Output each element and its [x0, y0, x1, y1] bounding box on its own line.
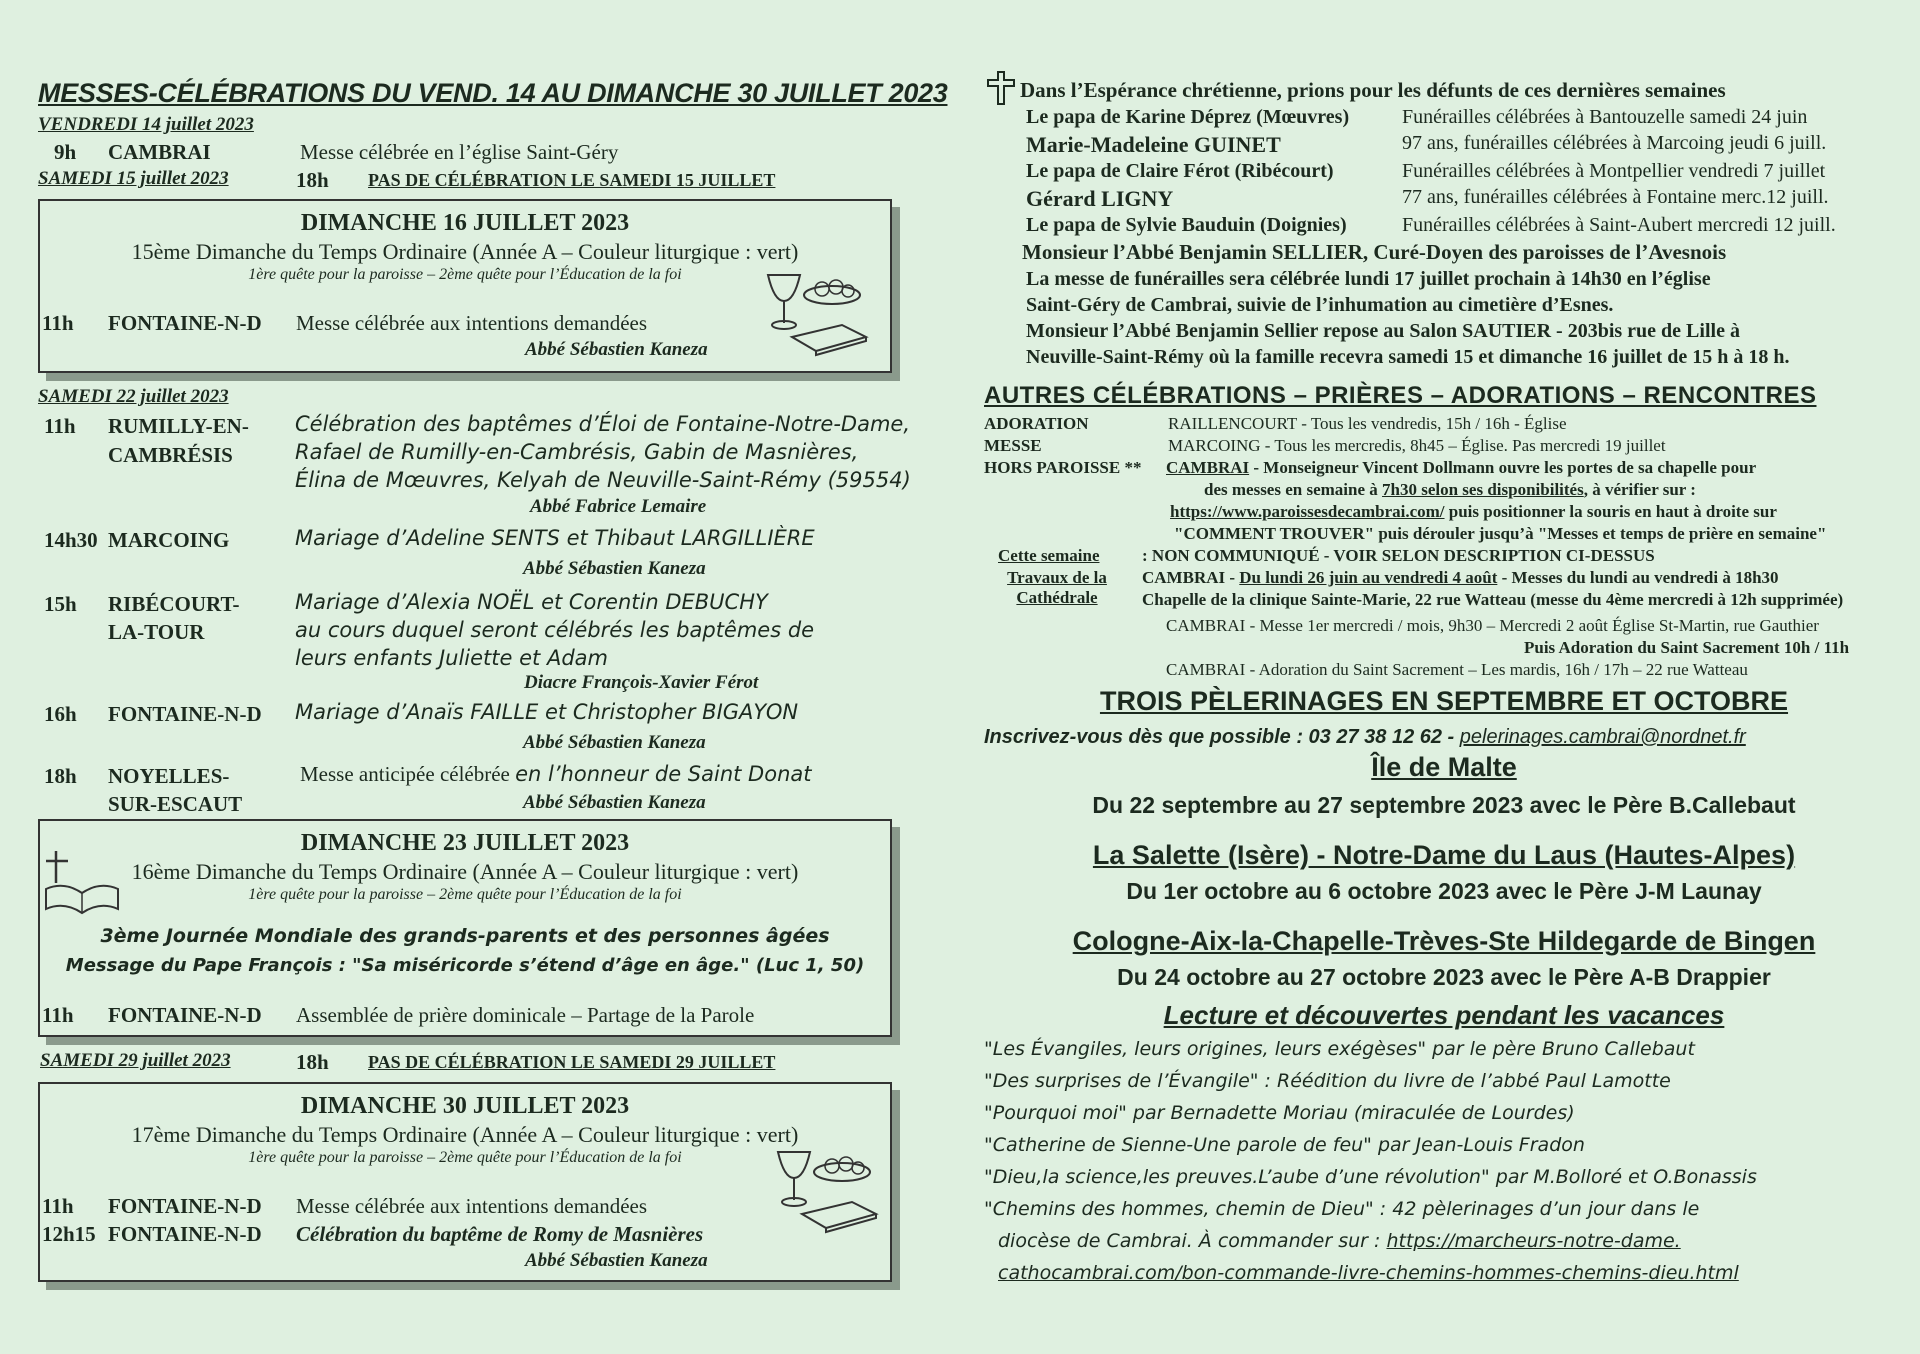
sunday-16-box	[38, 199, 892, 373]
text-part: Du lundi 26 juin au vendredi 4 août	[1239, 568, 1498, 587]
time: 16h	[44, 702, 77, 726]
hors-text	[1166, 458, 1756, 478]
adoration-text: RAILLENCOURT - Tous les vendredis, 15h / 16h - Église	[1168, 414, 1567, 433]
time: 14h30	[44, 528, 98, 552]
defunt-info: 97 ans, funérailles célébrées à Marcoing jeudi 6 juill.	[1402, 132, 1827, 154]
date-sat22: SAMEDI 22 juillet 2023	[38, 386, 229, 407]
box-subtitle: 15ème Dimanche du Temps Ordinaire (Année A – Couleur liturgique : vert)	[131, 239, 799, 264]
hors-line	[1170, 502, 1777, 522]
sunday-23-box	[38, 819, 892, 1037]
place: RUMILLY-EN-	[108, 414, 249, 438]
description: Messe célébrée en l’église Saint-Géry	[300, 140, 619, 164]
place: NOYELLES-	[108, 764, 230, 788]
order-link[interactable]: https://marcheurs-notre-dame.	[1386, 1230, 1681, 1252]
text-part: des messes en semaine à	[1204, 480, 1383, 499]
box-heading: DIMANCHE 23 JUILLET 2023	[300, 830, 630, 856]
abbe-text: Neuville-Saint-Rémy où la famille recevra samedi 15 et dimanche 16 juillet de 15 h à 18 h.	[1026, 346, 1790, 368]
place: FONTAINE-N-D	[108, 1194, 262, 1218]
sunday-30-box	[38, 1082, 892, 1282]
quete-note: 1ère quête pour la paroisse – 2ème quête pour l’Éducation de la foi	[248, 1149, 682, 1166]
place: SUR-ESCAUT	[108, 792, 243, 816]
defunt-info: Funérailles célébrées à Bantouzelle samedi 24 juin	[1402, 106, 1808, 128]
description: Messe célébrée aux intentions demandées	[296, 1194, 648, 1218]
chalice-bread-book-icon	[772, 1144, 882, 1234]
defunt-name: Le papa de Claire Férot (Ribécourt)	[1026, 160, 1334, 182]
time: 9h	[54, 140, 77, 164]
text-part: , à vérifier sur :	[1583, 480, 1696, 499]
description: Mariage d’Anaïs FAILLE et Christopher BIGAYON	[295, 700, 799, 724]
defunts-heading: Dans l’Espérance chrétienne, prions pour les défunts de ces dernières semaines	[1020, 78, 1726, 102]
label-adoration: ADORATION	[984, 414, 1089, 433]
cross-icon	[984, 70, 1018, 106]
box-subtitle: 17ème Dimanche du Temps Ordinaire (Année A – Couleur liturgique : vert)	[131, 1122, 799, 1147]
place: FONTAINE-N-D	[108, 1222, 262, 1246]
label-hors-paroisse: HORS PAROISSE **	[984, 458, 1142, 477]
label-cathedrale: Cathédrale	[1016, 588, 1098, 607]
pelerinage-dates: Du 22 septembre au 27 septembre 2023 avec le Père B.Callebaut	[1092, 792, 1796, 818]
defunt-info: Funérailles célébrées à Montpellier vendredi 7 juillet	[1402, 160, 1826, 182]
description: leurs enfants Juliette et Adam	[295, 646, 608, 670]
paroisses-link[interactable]: https://www.paroissesdecambrai.com/	[1170, 502, 1445, 521]
quete-note: 1ère quête pour la paroisse – 2ème quête pour l’Éducation de la foi	[248, 886, 682, 903]
inscription	[984, 726, 1746, 749]
box-heading: DIMANCHE 30 JUILLET 2023	[300, 1093, 630, 1119]
autres-heading: AUTRES CÉLÉBRATIONS – PRIÈRES – ADORATIONS – RENCONTRES	[984, 382, 1817, 409]
book-item: "Des surprises de l’Évangile" : Réédition du livre de l’abbé Paul Lamotte	[984, 1070, 1671, 1092]
defunt-info: 77 ans, funérailles célébrées à Fontaine merc.12 juill.	[1402, 186, 1829, 208]
time: 15h	[44, 592, 77, 616]
label-travaux: Travaux de la	[1007, 568, 1107, 587]
messe-mensuelle: CAMBRAI - Messe 1er mercredi / mois, 9h30 – Mercredi 2 août Église St-Martin, rue Gauthier	[1166, 616, 1819, 635]
box-heading: DIMANCHE 16 JUILLET 2023	[300, 210, 630, 236]
book-item: "Pourquoi moi" par Bernadette Moriau (miraculée de Lourdes)	[984, 1102, 1575, 1124]
time: 18h	[296, 168, 329, 192]
priest: Abbé Sébastien Kaneza	[525, 339, 708, 360]
hors-line: "COMMENT TROUVER" puis dérouler jusqu’à "Messes et temps de prière en semaine"	[1174, 524, 1827, 543]
priest: Diacre François-Xavier Férot	[524, 672, 759, 693]
right-column	[984, 0, 1904, 1354]
book-item: "Chemins des hommes, chemin de Dieu" : 42 pèlerinages d’un jour dans le	[984, 1198, 1700, 1220]
text-part: - Messes du lundi au vendredi à 18h30	[1497, 568, 1779, 587]
time: 18h	[296, 1050, 329, 1074]
book-item: "Les Évangiles, leurs origines, leurs exégèses" par le père Bruno Callebaut	[984, 1038, 1695, 1060]
priest: Abbé Sébastien Kaneza	[523, 732, 706, 753]
place: FONTAINE-N-D	[108, 702, 262, 726]
text-part: puis positionner la souris en haut à droite sur	[1444, 502, 1777, 521]
text-part: CAMBRAI -	[1142, 568, 1240, 587]
place: FONTAINE-N-D	[108, 311, 262, 335]
place: CAMBRÉSIS	[108, 443, 233, 467]
description: Mariage d’Alexia NOËL et Corentin DEBUCHY	[295, 590, 768, 614]
no-celebration: PAS DE CÉLÉBRATION LE SAMEDI 29 JUILLET	[368, 1052, 776, 1072]
semaine-text: : NON COMMUNIQUÉ - VOIR SELON DESCRIPTION CI-DESSUS	[1142, 546, 1655, 565]
priest: Abbé Fabrice Lemaire	[530, 496, 707, 517]
place: FONTAINE-N-D	[108, 1003, 262, 1027]
quete-note: 1ère quête pour la paroisse – 2ème quête pour l’Éducation de la foi	[248, 266, 682, 283]
left-column	[38, 0, 948, 1354]
text-part: diocèse de Cambrai. À commander sur :	[998, 1230, 1387, 1252]
place: MARCOING	[108, 528, 230, 552]
description: Assemblée de prière dominicale – Partage de la Parole	[296, 1003, 755, 1027]
box-subtitle: 16ème Dimanche du Temps Ordinaire (Année A – Couleur liturgique : vert)	[131, 859, 799, 884]
email-link[interactable]: pelerinages.cambrai@nordnet.fr	[1459, 726, 1746, 748]
chalice-bread-book-icon	[762, 267, 872, 357]
lecture-heading: Lecture et découvertes pendant les vacances	[1163, 1000, 1725, 1030]
text-part: Inscrivez-vous dès que possible : 03 27 38 12 62 -	[984, 726, 1460, 748]
abbe-heading: Monsieur l’Abbé Benjamin SELLIER, Curé-Doyen des paroisses de l’Avesnois	[1022, 240, 1727, 264]
defunt-name: Le papa de Karine Déprez (Mœuvres)	[1026, 106, 1350, 128]
abbe-text: Monsieur l’Abbé Benjamin Sellier repose au Salon SAUTIER - 203bis rue de Lille à	[1026, 320, 1740, 342]
text-part: 7h30 selon ses disponibilités	[1382, 480, 1584, 499]
description: Mariage d’Adeline SENTS et Thibaut LARGILLIÈRE	[295, 526, 815, 550]
date-sat29: SAMEDI 29 juillet 2023	[40, 1050, 231, 1071]
book-item: "Dieu,la science,les preuves.L’aube d’une révolution" par M.Bolloré et O.Bonassis	[984, 1166, 1757, 1188]
label-cette-semaine: Cette semaine	[998, 546, 1100, 565]
defunt-info: Funérailles célébrées à Saint-Aubert mercredi 12 juill.	[1402, 214, 1836, 236]
book-item: "Catherine de Sienne-Une parole de feu" par Jean-Louis Fradon	[984, 1134, 1585, 1156]
date-fri14: VENDREDI 14 juillet 2023	[38, 114, 254, 135]
pelerinage-title: Île de Malte	[1371, 752, 1517, 782]
no-celebration: PAS DE CÉLÉBRATION LE SAMEDI 15 JUILLET	[368, 170, 776, 190]
priest: Abbé Sébastien Kaneza	[523, 792, 706, 813]
pelerinages-heading: TROIS PÈLERINAGES EN SEPTEMBRE ET OCTOBRE	[1099, 686, 1789, 716]
description: au cours duquel seront célébrés les baptêmes de	[295, 618, 815, 642]
order-link-continued[interactable]: cathocambrai.com/bon-commande-livre-chemins-hommes-chemins-dieu.html	[998, 1262, 1739, 1284]
pelerinage-dates: Du 1er octobre au 6 octobre 2023 avec le Père J-M Launay	[1126, 878, 1762, 904]
journee-message: Message du Pape François : "Sa miséricorde s’étend d’âge en âge." (Luc 1, 50)	[65, 955, 865, 976]
hors-place: CAMBRAI	[1166, 458, 1250, 477]
defunt-name: Gérard LIGNY	[1026, 186, 1174, 211]
pelerinage-title: La Salette (Isère) - Notre-Dame du Laus (Hautes-Alpes)	[1092, 840, 1796, 870]
cathedrale-line	[1142, 568, 1779, 588]
date-sat15: SAMEDI 15 juillet 2023	[38, 168, 229, 189]
place: RIBÉCOURT-	[108, 592, 240, 616]
pelerinage-dates: Du 24 octobre au 27 octobre 2023 avec le Père A-B Drappier	[1117, 964, 1771, 990]
time: 11h	[42, 1194, 74, 1218]
place: CAMBRAI	[108, 140, 211, 164]
description: Célébration des baptêmes d’Éloi de Fontaine-Notre-Dame,	[295, 412, 910, 436]
description-part: Messe anticipée célébrée	[300, 762, 516, 786]
priest: Abbé Sébastien Kaneza	[525, 1250, 708, 1271]
page-title: MESSES-CÉLÉBRATIONS DU VEND. 14 AU DIMANCHE 30 JUILLET 2023	[38, 78, 948, 108]
cathedrale-line: Chapelle de la clinique Sainte-Marie, 22 rue Watteau (messe du 4ème mercredi à 12h supprimée)	[1142, 590, 1844, 609]
abbe-text: La messe de funérailles sera célébrée lundi 17 juillet prochain à 14h30 en l’église	[1026, 268, 1711, 290]
journee-title: 3ème Journée Mondiale des grands-parents et des personnes âgées	[100, 925, 830, 947]
time: 11h	[42, 311, 74, 335]
time: 12h15	[42, 1222, 96, 1246]
time: 18h	[44, 764, 77, 788]
defunt-name: Le papa de Sylvie Bauduin (Doignies)	[1026, 214, 1347, 236]
priest: Abbé Sébastien Kaneza	[523, 558, 706, 579]
description: Rafael de Rumilly-en-Cambrésis, Gabin de Masnières,	[295, 440, 859, 464]
abbe-text: Saint-Géry de Cambrai, suivie de l’inhumation au cimetière d’Esnes.	[1026, 294, 1614, 316]
hors-line: - Monseigneur Vincent Dollmann ouvre les portes de sa chapelle pour	[1249, 458, 1757, 477]
description: Célébration du baptême de Romy de Masnières	[296, 1222, 704, 1246]
description-part: en l’honneur de Saint Donat	[515, 762, 812, 786]
description: Élina de Mœuvres, Kelyah de Neuville-Saint-Rémy (59554)	[295, 468, 911, 492]
adoration-mardis: CAMBRAI - Adoration du Saint Sacrement – Les mardis, 16h / 17h – 22 rue Watteau	[1166, 660, 1748, 679]
description: Messe célébrée aux intentions demandées	[296, 311, 648, 335]
messe-text: MARCOING - Tous les mercredis, 8h45 – Église. Pas mercredi 19 juillet	[1168, 436, 1666, 455]
hors-line	[1204, 480, 1696, 500]
description	[300, 762, 811, 787]
book-item	[998, 1230, 1681, 1252]
adoration-suite: Puis Adoration du Saint Sacrement 10h / 11h	[1524, 638, 1850, 657]
place: LA-TOUR	[108, 620, 205, 644]
label-messe: MESSE	[984, 436, 1042, 455]
time: 11h	[44, 414, 76, 438]
defunt-name: Marie-Madeleine GUINET	[1026, 132, 1281, 157]
time: 11h	[42, 1003, 74, 1027]
pelerinage-title: Cologne-Aix-la-Chapelle-Trèves-Ste Hildegarde de Bingen	[1072, 926, 1816, 956]
